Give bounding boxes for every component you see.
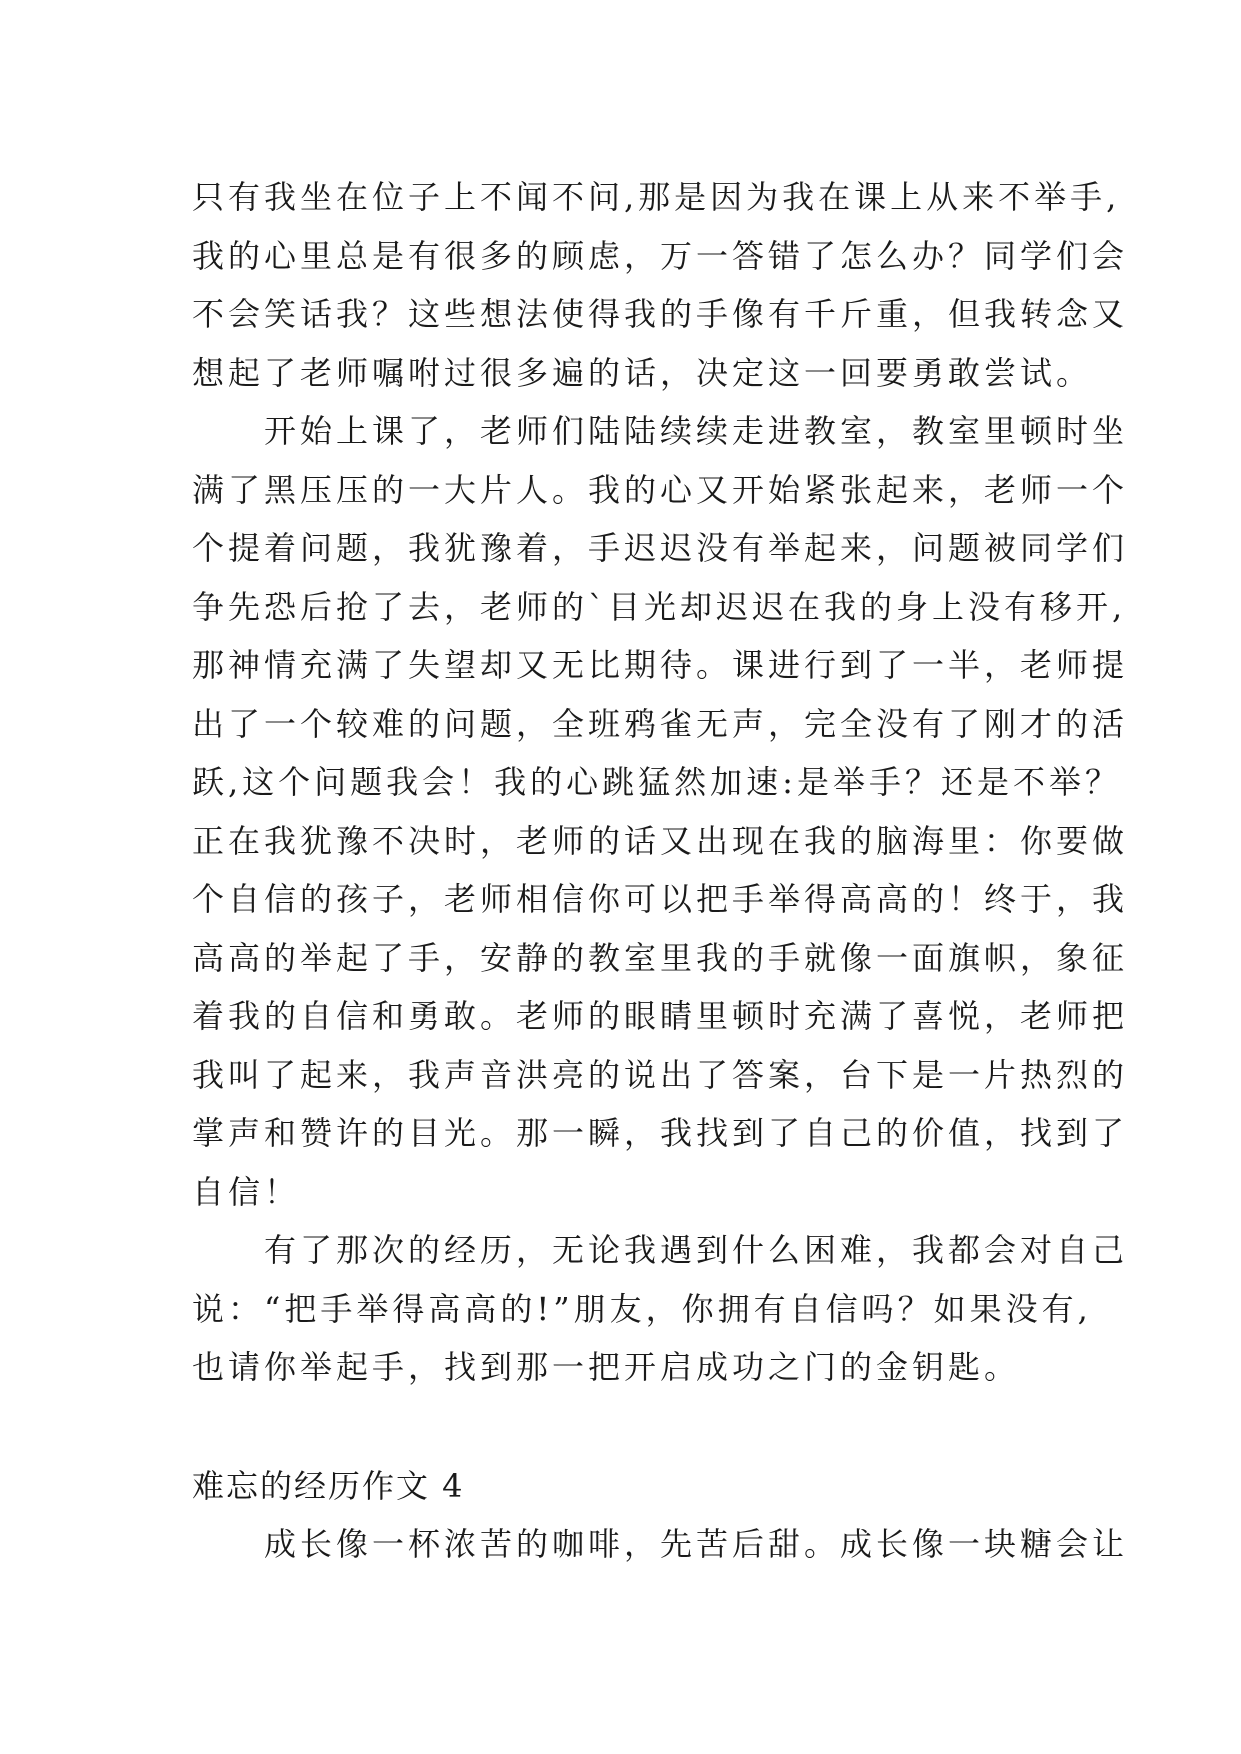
text-line: 满了黑压压的一大片人。我的心又开始紧张起来，老师一个: [192, 470, 1129, 509]
text-line: 掌声和赞许的目光。那一瞬，我找到了自己的价值，找到了: [192, 1114, 1129, 1152]
section-heading: 难忘的经历作文 4: [192, 1466, 465, 1505]
text-line: 高高的举起了手，安静的教室里我的手就像一面旗帜，象征: [192, 938, 1129, 977]
text-line: 只有我坐在位子上不闻不问,那是因为我在课上从来不举手,: [192, 178, 1121, 216]
text-line: 那神情充满了失望却又无比期待。课进行到了一半，老师提: [192, 646, 1129, 684]
text-line: 想起了老师嘱咐过很多遍的话，决定这一回要勇敢尝试。: [192, 353, 1093, 392]
text-line: 也请你举起手，找到那一把开启成功之门的金钥匙。: [192, 1348, 1021, 1386]
text-line: 正在我犹豫不决时，老师的话又出现在我的脑海里：你要做: [192, 821, 1129, 860]
text-line: 个自信的孩子，老师相信你可以把手举得高高的！终于，我: [192, 880, 1129, 918]
text-line: 有了那次的经历，无论我遇到什么困难，我都会对自己: [192, 1231, 1129, 1269]
text-line: 我叫了起来，我声音洪亮的说出了答案，台下是一片热烈的: [192, 1055, 1129, 1094]
text-line: 争先恐后抢了去，老师的`目光却迟迟在我的身上没有移开,: [192, 587, 1127, 626]
text-line: 成长像一杯浓苦的咖啡，先苦后甜。成长像一块糖会让: [192, 1525, 1129, 1563]
text-line: 着我的自信和勇敢。老师的眼睛里顿时充满了喜悦，老师把: [192, 997, 1129, 1035]
text-line: 不会笑话我？这些想法使得我的手像有千斤重，但我转念又: [192, 295, 1129, 333]
text-line: 说：“把手举得高高的!”朋友，你拥有自信吗？如果没有,: [192, 1289, 1092, 1328]
section-gap: [192, 1397, 1092, 1457]
text-line: 跃,这个问题我会！我的心跳猛然加速:是举手？还是不举？: [192, 763, 1121, 801]
text-line: 个提着问题，我犹豫着，手迟迟没有举起来，问题被同学们: [192, 529, 1129, 567]
text-line: 自信！: [192, 1172, 301, 1211]
essay-body: [192, 168, 1129, 1574]
text-line: 出了一个较难的问题，全班鸦雀无声，完全没有了刚才的活: [192, 704, 1129, 743]
text-line: 我的心里总是有很多的顾虑，万一答错了怎么办？同学们会: [192, 236, 1129, 275]
text-line: 开始上课了，老师们陆陆续续走进教室，教室里顿时坐: [192, 412, 1129, 450]
